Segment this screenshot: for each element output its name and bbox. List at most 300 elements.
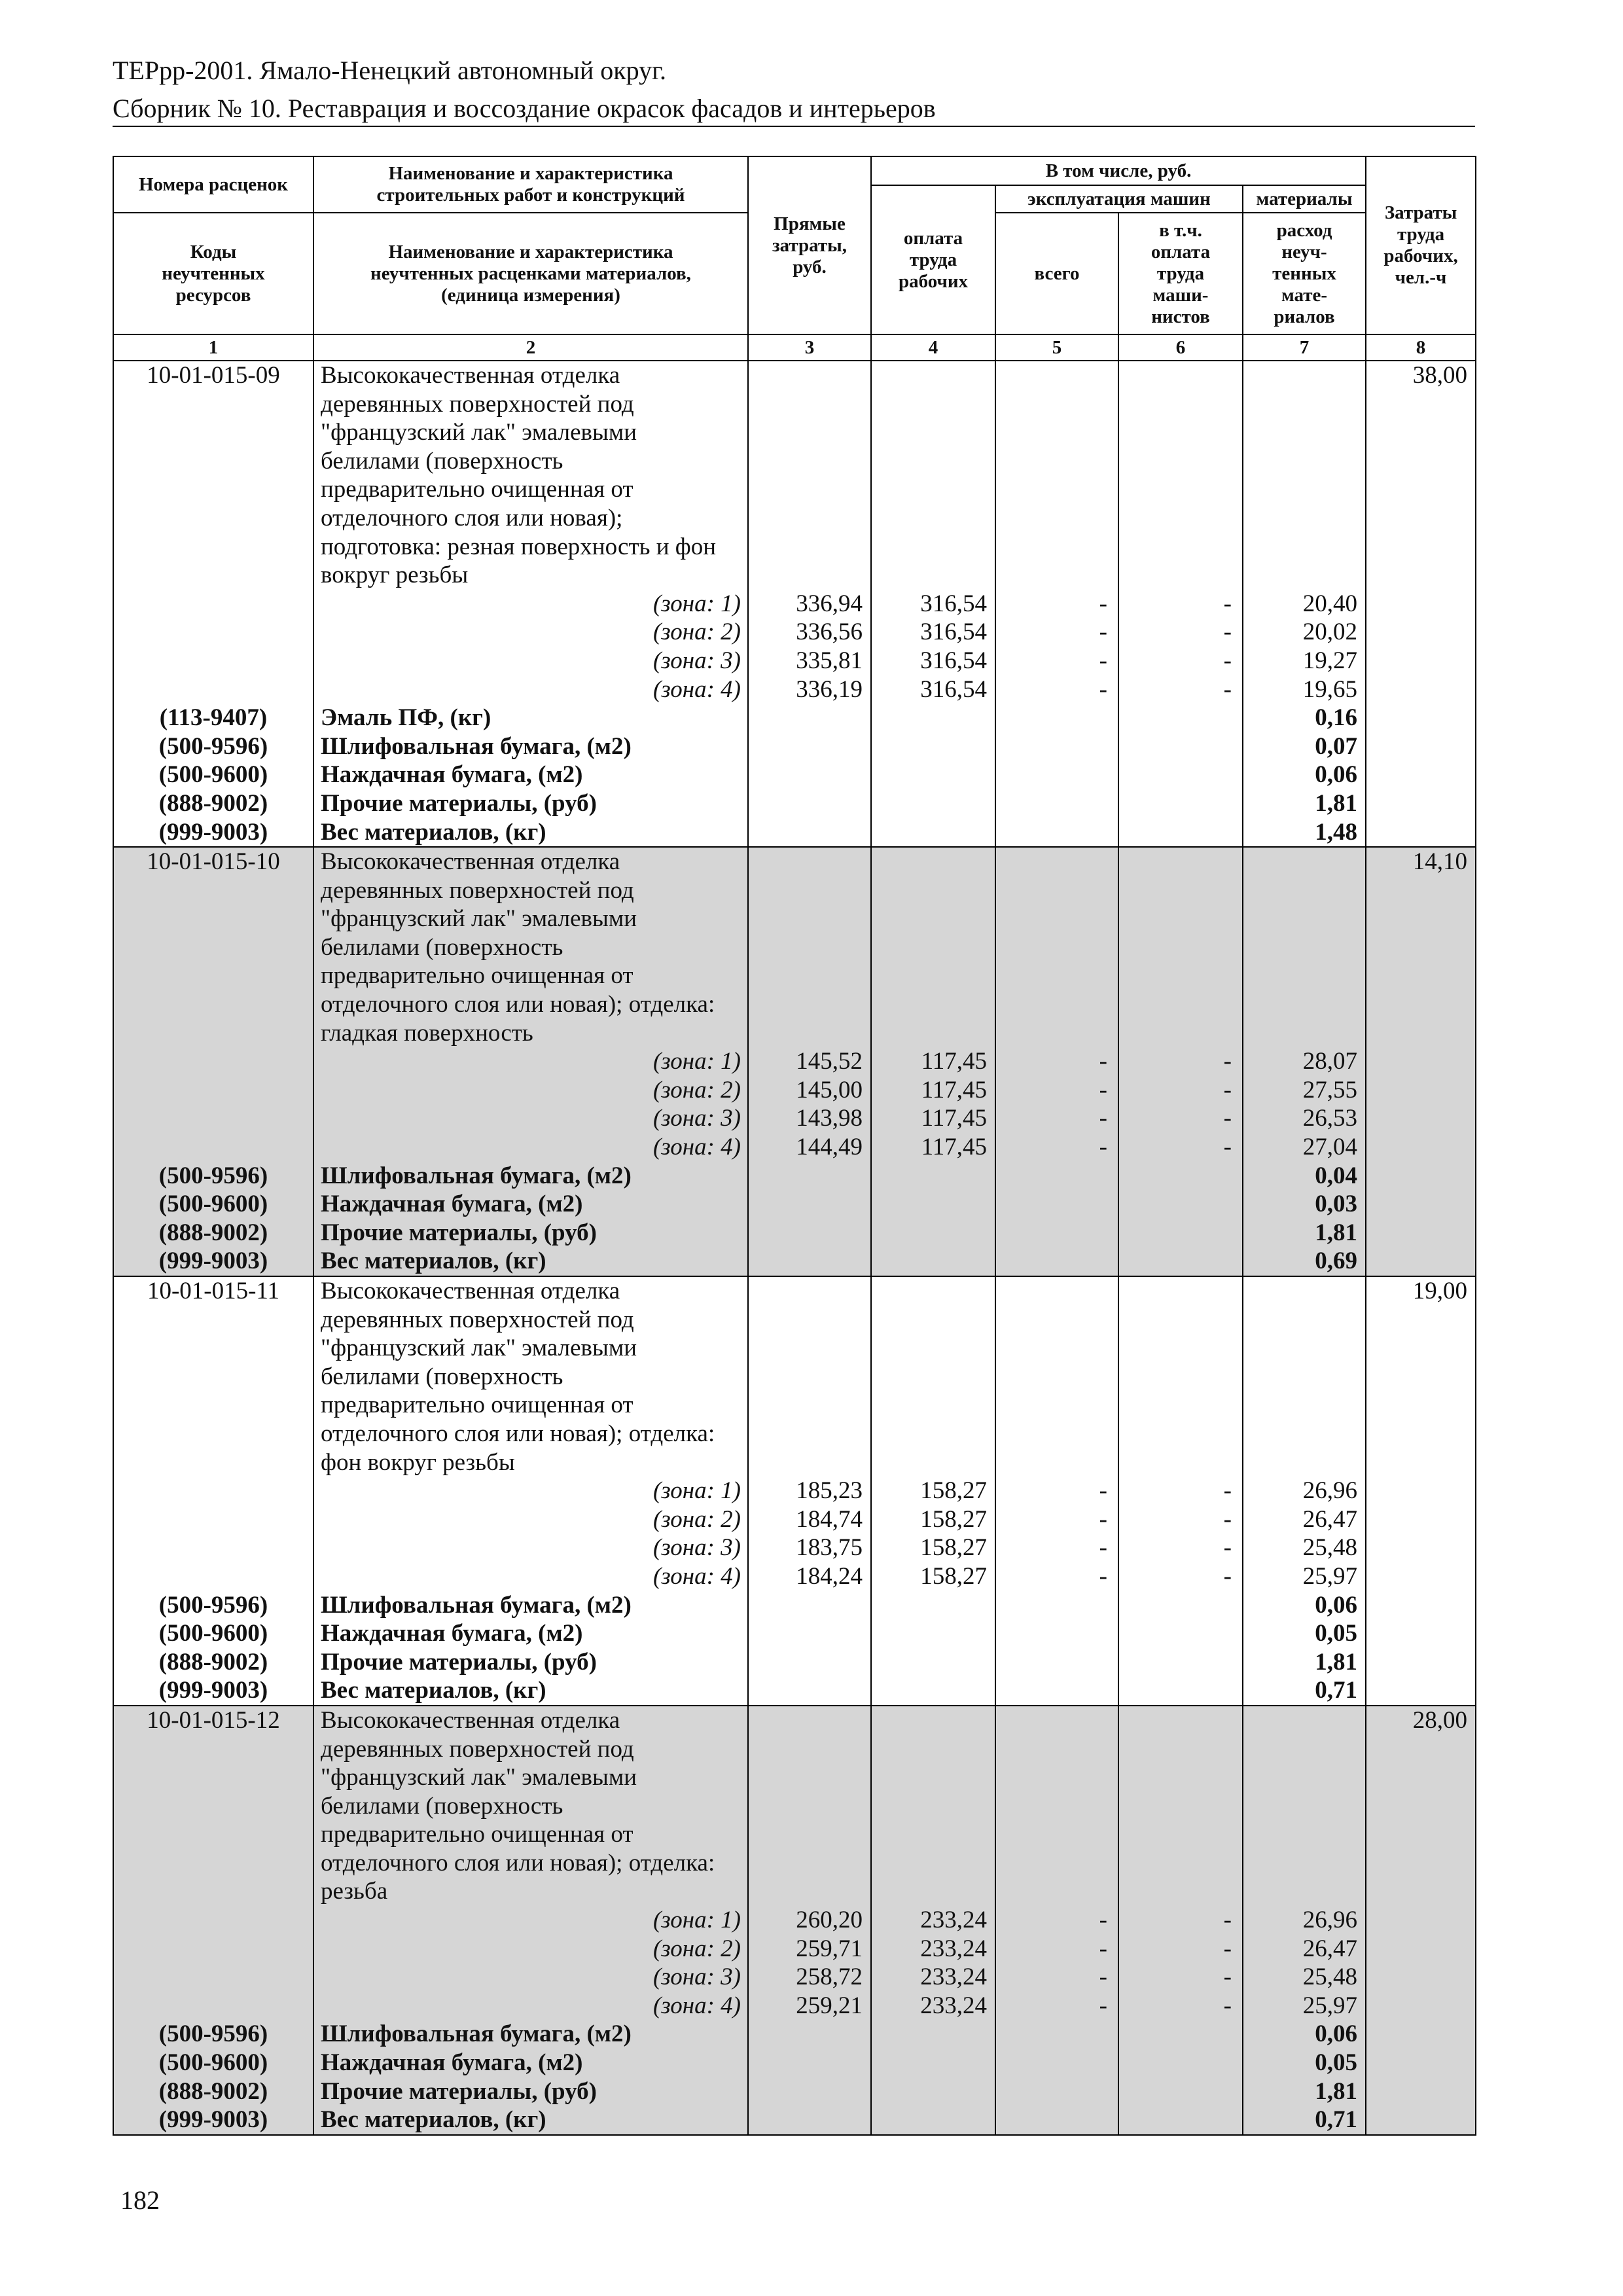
empty-cell: [1366, 1076, 1476, 1105]
empty-cell: [995, 361, 1118, 590]
machinists-wages-value: -: [1118, 1906, 1243, 1935]
empty-cell: [1366, 1935, 1476, 1964]
materials-value: 19,65: [1243, 675, 1366, 704]
empty-cell: [1366, 1591, 1476, 1620]
empty-cell: [995, 732, 1118, 761]
col-wages-header: [871, 185, 995, 334]
header-text-line: неучтенных расценками материалов,: [370, 262, 691, 284]
empty-cell: [748, 818, 871, 848]
empty-cell: [871, 2106, 995, 2135]
empty-cell: [113, 1505, 313, 1534]
col-machines-total-header: всего: [995, 213, 1118, 334]
description-line: "французский лак" эмалевыми: [321, 1764, 637, 1791]
empty-cell: [113, 1963, 313, 1992]
resource-name: Шлифовальная бумага, (м2): [313, 1591, 748, 1620]
empty-cell: [1366, 1219, 1476, 1247]
resource-code: (999-9003): [113, 2106, 313, 2135]
empty-cell: [995, 1219, 1118, 1247]
empty-cell: [995, 1276, 1118, 1477]
empty-cell: [748, 847, 871, 1047]
materials-value: 26,47: [1243, 1505, 1366, 1534]
empty-cell: [871, 1219, 995, 1247]
empty-cell: [995, 1648, 1118, 1677]
machines-value: -: [995, 1477, 1118, 1505]
zone-label: (зона: 4): [313, 675, 748, 704]
wages-value: 158,27: [871, 1477, 995, 1505]
materials-value: 27,55: [1243, 1076, 1366, 1105]
resource-row: [113, 1648, 1476, 1677]
empty-cell: [748, 1190, 871, 1219]
zone-row: [113, 675, 1476, 704]
zone-label: (зона: 1): [313, 590, 748, 619]
direct-costs-value: 260,20: [748, 1906, 871, 1935]
rate-description: [313, 1706, 748, 1906]
resource-quantity: 1,81: [1243, 1648, 1366, 1677]
empty-cell: [1118, 1648, 1243, 1677]
resource-name: Прочие материалы, (руб): [313, 2077, 748, 2106]
rate-description: [313, 847, 748, 1047]
description-line: Высококачественная отделка: [321, 362, 620, 389]
empty-cell: [748, 1648, 871, 1677]
machines-value: -: [995, 1104, 1118, 1133]
zone-row: [113, 618, 1476, 647]
empty-cell: [871, 818, 995, 848]
zone-label: (зона: 4): [313, 1133, 748, 1162]
machinists-wages-value: -: [1118, 1104, 1243, 1133]
resource-row: [113, 1676, 1476, 1706]
page-number: 182: [120, 2185, 160, 2215]
rate-description-row: [113, 847, 1476, 1047]
resource-code: (999-9003): [113, 1676, 313, 1706]
empty-cell: [1118, 1247, 1243, 1276]
resource-code: (888-9002): [113, 1648, 313, 1677]
empty-cell: [871, 1276, 995, 1477]
description-line: отделочного слоя или новая); отделка:: [321, 1420, 715, 1447]
empty-cell: [995, 761, 1118, 789]
zone-row: [113, 1992, 1476, 2020]
materials-value: 19,27: [1243, 647, 1366, 675]
col-unaccounted-materials-header: [1243, 213, 1366, 334]
empty-cell: [1366, 2049, 1476, 2077]
direct-costs-value: 143,98: [748, 1104, 871, 1133]
resource-name: Прочие материалы, (руб): [313, 1219, 748, 1247]
empty-cell: [871, 789, 995, 818]
wages-value: 117,45: [871, 1104, 995, 1133]
description-line: предварительно очищенная от: [321, 1391, 633, 1419]
description-line: "французский лак" эмалевыми: [321, 905, 637, 933]
header-text-line: в т.ч.: [1159, 219, 1202, 241]
empty-cell: [748, 2077, 871, 2106]
zone-row: [113, 1477, 1476, 1505]
empty-cell: [995, 847, 1118, 1047]
empty-cell: [748, 2020, 871, 2049]
empty-cell: [1366, 1906, 1476, 1935]
resource-code: (999-9003): [113, 818, 313, 848]
labor-costs-value: 28,00: [1366, 1706, 1476, 1906]
resource-quantity: 0,06: [1243, 2020, 1366, 2049]
empty-cell: [1366, 704, 1476, 732]
machines-value: -: [995, 1935, 1118, 1964]
machinists-wages-value: -: [1118, 1992, 1243, 2020]
description-line: Высококачественная отделка: [321, 1706, 620, 1734]
wages-value: 233,24: [871, 1963, 995, 1992]
description-line: фон вокруг резьбы: [321, 1448, 515, 1476]
machines-value: -: [995, 1562, 1118, 1591]
resource-name: Вес материалов, (кг): [313, 2106, 748, 2135]
machinists-wages-value: -: [1118, 1047, 1243, 1076]
empty-cell: [1118, 1676, 1243, 1706]
materials-value: 25,97: [1243, 1562, 1366, 1591]
empty-cell: [1118, 818, 1243, 848]
wages-value: 158,27: [871, 1534, 995, 1562]
column-number: 5: [995, 334, 1118, 361]
empty-cell: [748, 1219, 871, 1247]
direct-costs-value: 183,75: [748, 1534, 871, 1562]
header-text-line: руб.: [793, 256, 827, 278]
zone-label: (зона: 2): [313, 1076, 748, 1105]
machinists-wages-value: -: [1118, 1477, 1243, 1505]
zone-label: (зона: 3): [313, 1963, 748, 1992]
resource-row: [113, 2049, 1476, 2077]
empty-cell: [995, 2049, 1118, 2077]
empty-cell: [1366, 1190, 1476, 1219]
machines-value: -: [995, 590, 1118, 619]
wages-value: 117,45: [871, 1133, 995, 1162]
col-direct-costs-header: [748, 156, 871, 334]
resource-quantity: 0,16: [1243, 704, 1366, 732]
empty-cell: [1118, 1591, 1243, 1620]
machines-value: -: [995, 647, 1118, 675]
resource-code: (500-9596): [113, 732, 313, 761]
description-line: Высококачественная отделка: [321, 1278, 620, 1304]
resource-name: Вес материалов, (кг): [313, 1676, 748, 1706]
rate-entry: [113, 1706, 1476, 2135]
resource-quantity: 1,81: [1243, 1219, 1366, 1247]
zone-label: (зона: 3): [313, 1534, 748, 1562]
empty-cell: [871, 1619, 995, 1648]
empty-cell: [113, 590, 313, 619]
zone-label: (зона: 4): [313, 1562, 748, 1591]
col-machinists-wages-header: [1118, 213, 1243, 334]
resource-code: (500-9600): [113, 1190, 313, 1219]
empty-cell: [1118, 1706, 1243, 1906]
header-text-line: Прямые: [774, 213, 846, 234]
empty-cell: [1366, 1104, 1476, 1133]
header-text-line: неуч-: [1281, 241, 1327, 262]
direct-costs-value: 258,72: [748, 1963, 871, 1992]
description-line: "французский лак" эмалевыми: [321, 1335, 637, 1362]
resource-row: [113, 1219, 1476, 1247]
resource-row: [113, 761, 1476, 789]
resource-row: [113, 1619, 1476, 1648]
zone-label: (зона: 2): [313, 618, 748, 647]
resource-code: (113-9407): [113, 704, 313, 732]
resource-name: Наждачная бумага, (м2): [313, 1619, 748, 1648]
resource-quantity: 0,05: [1243, 1619, 1366, 1648]
empty-cell: [748, 1247, 871, 1276]
machines-value: -: [995, 675, 1118, 704]
empty-cell: [1366, 761, 1476, 789]
resource-code: (500-9596): [113, 1162, 313, 1191]
description-line: деревянных поверхностей под: [321, 1735, 634, 1763]
zone-row: [113, 1047, 1476, 1076]
resource-name: Наждачная бумага, (м2): [313, 2049, 748, 2077]
direct-costs-value: 259,21: [748, 1992, 871, 2020]
header-text-line: Коды: [190, 241, 237, 262]
description-line: отделочного слоя или новая);: [321, 504, 623, 531]
rate-entry: [113, 361, 1476, 847]
empty-cell: [748, 1162, 871, 1191]
rate-description: [313, 361, 748, 590]
empty-cell: [1366, 590, 1476, 619]
machines-value: -: [995, 618, 1118, 647]
empty-cell: [1118, 2049, 1243, 2077]
materials-value: 26,96: [1243, 1477, 1366, 1505]
empty-cell: [1366, 2106, 1476, 2135]
empty-cell: [995, 1591, 1118, 1620]
empty-cell: [1243, 1276, 1366, 1477]
description-line: Высококачественная отделка: [321, 848, 620, 876]
zone-row: [113, 590, 1476, 619]
materials-value: 20,02: [1243, 618, 1366, 647]
machines-value: -: [995, 1505, 1118, 1534]
empty-cell: [113, 1076, 313, 1105]
empty-cell: [871, 1706, 995, 1906]
empty-cell: [871, 1190, 995, 1219]
description-line: предварительно очищенная от: [321, 962, 633, 990]
empty-cell: [871, 1648, 995, 1677]
description-line: белилами (поверхность: [321, 1792, 563, 1820]
direct-costs-value: 145,52: [748, 1047, 871, 1076]
empty-cell: [1366, 1477, 1476, 1505]
resource-code: (888-9002): [113, 2077, 313, 2106]
machines-value: -: [995, 1047, 1118, 1076]
empty-cell: [748, 789, 871, 818]
resource-quantity: 0,06: [1243, 761, 1366, 789]
rate-description: [313, 1276, 748, 1477]
header-text-line: строительных работ и конструкций: [376, 185, 685, 206]
machinists-wages-value: -: [1118, 1133, 1243, 1162]
column-number: 2: [313, 334, 748, 361]
wages-value: 233,24: [871, 1992, 995, 2020]
empty-cell: [113, 1104, 313, 1133]
empty-cell: [1366, 1562, 1476, 1591]
empty-cell: [1366, 618, 1476, 647]
header-text-line: расход: [1276, 219, 1332, 241]
direct-costs-value: 336,56: [748, 618, 871, 647]
empty-cell: [1118, 761, 1243, 789]
empty-cell: [748, 1676, 871, 1706]
header-text-line: Наименование и характеристика: [388, 241, 673, 262]
col-resource-code-header: [113, 213, 313, 334]
column-number: 3: [748, 334, 871, 361]
machines-value: -: [995, 1992, 1118, 2020]
empty-cell: [1366, 1534, 1476, 1562]
description-line: деревянных поверхностей под: [321, 390, 634, 418]
col-rate-number-header: Номера расценок: [113, 156, 313, 213]
empty-cell: [1366, 1619, 1476, 1648]
description-line: белилами (поверхность: [321, 933, 563, 961]
zone-row: [113, 1534, 1476, 1562]
empty-cell: [1118, 847, 1243, 1047]
wages-value: 117,45: [871, 1047, 995, 1076]
resource-code: (500-9596): [113, 1591, 313, 1620]
column-number: 8: [1366, 334, 1476, 361]
header-text-line: чел.-ч: [1395, 267, 1447, 288]
empty-cell: [1366, 789, 1476, 818]
empty-cell: [1366, 2020, 1476, 2049]
resource-row: [113, 2106, 1476, 2135]
empty-cell: [1366, 1047, 1476, 1076]
zone-label: (зона: 1): [313, 1047, 748, 1076]
empty-cell: [1118, 789, 1243, 818]
resource-code: (500-9600): [113, 1619, 313, 1648]
zone-label: (зона: 1): [313, 1906, 748, 1935]
empty-cell: [995, 1676, 1118, 1706]
direct-costs-value: 259,71: [748, 1935, 871, 1964]
document-header-line-2: Сборник № 10. Реставрация и воссоздание окрасок фасадов и интерьеров: [113, 94, 936, 123]
resource-name: Наждачная бумага, (м2): [313, 1190, 748, 1219]
rate-code: 10-01-015-12: [113, 1706, 313, 1906]
resource-name: Эмаль ПФ, (кг): [313, 704, 748, 732]
description-line: белилами (поверхность: [321, 1363, 563, 1390]
labor-costs-value: 38,00: [1366, 361, 1476, 590]
zone-label: (зона: 4): [313, 1992, 748, 2020]
empty-cell: [995, 2077, 1118, 2106]
zone-row: [113, 1076, 1476, 1105]
header-text-line: труда: [1156, 262, 1205, 284]
resource-code: (500-9596): [113, 2020, 313, 2049]
zone-label: (зона: 2): [313, 1505, 748, 1534]
column-number: 6: [1118, 334, 1243, 361]
empty-cell: [871, 1162, 995, 1191]
materials-value: 25,48: [1243, 1963, 1366, 1992]
empty-cell: [1366, 1676, 1476, 1706]
empty-cell: [113, 618, 313, 647]
empty-cell: [748, 761, 871, 789]
empty-cell: [1366, 1162, 1476, 1191]
direct-costs-value: 145,00: [748, 1076, 871, 1105]
rate-entry: [113, 1276, 1476, 1706]
description-line: резьба: [321, 1878, 388, 1905]
resource-row: [113, 789, 1476, 818]
empty-cell: [995, 1162, 1118, 1191]
empty-cell: [995, 2106, 1118, 2135]
empty-cell: [748, 704, 871, 732]
resource-row: [113, 1247, 1476, 1276]
resource-code: (500-9600): [113, 2049, 313, 2077]
direct-costs-value: 184,24: [748, 1562, 871, 1591]
resource-code: (500-9600): [113, 761, 313, 789]
materials-value: 28,07: [1243, 1047, 1366, 1076]
empty-cell: [1366, 2077, 1476, 2106]
resource-code: (888-9002): [113, 789, 313, 818]
empty-cell: [1118, 1276, 1243, 1477]
rates-table: [113, 156, 1476, 2136]
resource-name: Прочие материалы, (руб): [313, 789, 748, 818]
header-rule: [113, 126, 1475, 127]
column-number: 7: [1243, 334, 1366, 361]
empty-cell: [1118, 2077, 1243, 2106]
materials-value: 20,40: [1243, 590, 1366, 619]
zone-row: [113, 1505, 1476, 1534]
resource-quantity: 0,06: [1243, 1591, 1366, 1620]
column-number: 4: [871, 334, 995, 361]
empty-cell: [871, 2020, 995, 2049]
resource-quantity: 1,81: [1243, 789, 1366, 818]
resource-name: Прочие материалы, (руб): [313, 1648, 748, 1677]
resource-name: Вес материалов, (кг): [313, 1247, 748, 1276]
col-material-name-header: [313, 213, 748, 334]
wages-value: 233,24: [871, 1906, 995, 1935]
empty-cell: [995, 1706, 1118, 1906]
description-line: белилами (поверхность: [321, 447, 563, 475]
machinists-wages-value: -: [1118, 675, 1243, 704]
machinists-wages-value: -: [1118, 1963, 1243, 1992]
machinists-wages-value: -: [1118, 1562, 1243, 1591]
empty-cell: [1366, 647, 1476, 675]
empty-cell: [1366, 1505, 1476, 1534]
machines-value: -: [995, 1534, 1118, 1562]
direct-costs-value: 336,94: [748, 590, 871, 619]
materials-value: 26,96: [1243, 1906, 1366, 1935]
resource-quantity: 0,03: [1243, 1190, 1366, 1219]
empty-cell: [1118, 1190, 1243, 1219]
description-line: подготовка: резная поверхность и фон: [321, 533, 717, 560]
empty-cell: [1243, 847, 1366, 1047]
empty-cell: [113, 675, 313, 704]
empty-cell: [995, 818, 1118, 848]
empty-cell: [113, 1133, 313, 1162]
empty-cell: [1118, 732, 1243, 761]
empty-cell: [748, 2106, 871, 2135]
description-line: "французский лак" эмалевыми: [321, 419, 637, 446]
empty-cell: [1118, 1162, 1243, 1191]
empty-cell: [113, 1906, 313, 1935]
zone-row: [113, 1963, 1476, 1992]
resource-quantity: 0,71: [1243, 2106, 1366, 2135]
empty-cell: [1243, 361, 1366, 590]
machines-value: -: [995, 1963, 1118, 1992]
header-text-line: затраты,: [772, 234, 847, 256]
wages-value: 233,24: [871, 1935, 995, 1964]
labor-costs-value: 14,10: [1366, 847, 1476, 1047]
empty-cell: [113, 647, 313, 675]
machinists-wages-value: -: [1118, 1935, 1243, 1964]
header-text-line: труда: [1397, 224, 1445, 245]
resource-row: [113, 2020, 1476, 2049]
empty-cell: [748, 361, 871, 590]
resource-name: Шлифовальная бумага, (м2): [313, 1162, 748, 1191]
resource-quantity: 1,81: [1243, 2077, 1366, 2106]
col-work-name-header: [313, 156, 748, 213]
zone-row: [113, 647, 1476, 675]
header-text-line: (единица измерения): [441, 284, 620, 306]
description-line: деревянных поверхностей под: [321, 876, 634, 904]
empty-cell: [1118, 1219, 1243, 1247]
empty-cell: [113, 1047, 313, 1076]
zone-label: (зона: 2): [313, 1935, 748, 1964]
resource-quantity: 0,05: [1243, 2049, 1366, 2077]
empty-cell: [113, 1477, 313, 1505]
zone-row: [113, 1104, 1476, 1133]
direct-costs-value: 144,49: [748, 1133, 871, 1162]
header-text-line: риалов: [1274, 306, 1335, 327]
header-text-line: рабочих: [898, 270, 969, 292]
wages-value: 316,54: [871, 590, 995, 619]
column-number: 1: [113, 334, 313, 361]
resource-name: Шлифовальная бумага, (м2): [313, 732, 748, 761]
